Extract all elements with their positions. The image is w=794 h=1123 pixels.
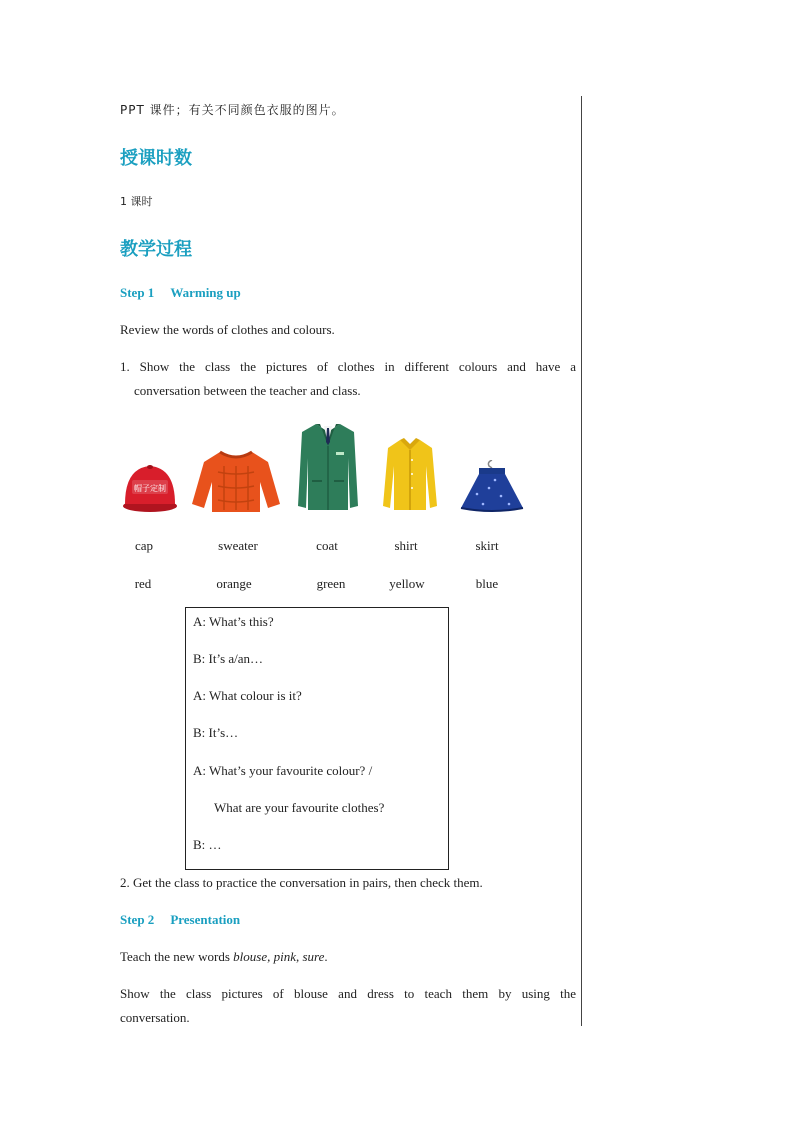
clothes-name-cap: cap: [134, 538, 154, 553]
step2-label: Step 2: [120, 912, 155, 927]
clothes-name-coat: coat: [316, 538, 338, 553]
dialogue-line: A: What colour is it?: [193, 688, 302, 703]
shirt-icon: [382, 436, 438, 512]
teach-words-line: [120, 949, 328, 965]
colour-name-yellow: yellow: [389, 576, 425, 591]
dialogue-line: B: …: [193, 837, 222, 852]
clothes-name-shirt: shirt: [394, 538, 418, 553]
show-line2: conversation.: [120, 1010, 190, 1025]
sweater-icon: [190, 448, 282, 514]
dialogue-line: A: What’s your favourite colour? /: [193, 763, 373, 778]
cap-badge-text: 帽子定制: [134, 484, 166, 493]
intro-line: PPT 课件；有关不同颜色衣服的图片。: [120, 103, 345, 117]
step1-heading: [120, 285, 241, 301]
teaching-hours-value: 1 课时: [120, 195, 153, 208]
dialogue-line: B: It’s a/an…: [193, 651, 264, 666]
step1-label: Step 1: [120, 285, 155, 300]
margin-rule: [581, 96, 582, 1026]
cap-icon: [120, 458, 180, 516]
step2-title: Presentation: [170, 912, 241, 927]
item1-line2: conversation between the teacher and class.: [134, 383, 361, 398]
dialogue-line: B: It’s…: [193, 725, 239, 740]
item1-paragraph: [120, 355, 576, 403]
heading-teaching-process: 教学过程: [120, 239, 192, 260]
step2-heading: [120, 912, 240, 928]
review-line: Review the words of clothes and colours.: [120, 322, 335, 337]
dialogue-line: A: What’s this?: [193, 614, 274, 629]
dialogue-line: What are your favourite clothes?: [214, 800, 385, 815]
coat-icon: [298, 418, 358, 512]
item2-line: 2. Get the class to practice the conversation in pairs, then check them.: [120, 875, 483, 890]
clothes-name-skirt: skirt: [475, 538, 499, 553]
dialogue-box: [185, 607, 449, 870]
colour-name-red: red: [134, 576, 152, 591]
clothes-name-sweater: sweater: [218, 538, 258, 553]
teach-prefix: Teach the new words: [120, 949, 234, 964]
item1-line1: 1. Show the class the pictures of clothes in different colours and have a: [120, 359, 576, 374]
colour-name-orange: orange: [216, 576, 252, 591]
show-line1: Show the class pictures of blouse and dress to teach them by using the: [120, 986, 576, 1001]
colour-name-blue: blue: [475, 576, 499, 591]
teach-words: blouse, pink: [233, 949, 296, 964]
step1-title: Warming up: [170, 285, 241, 300]
teach-last: sure: [302, 949, 325, 964]
teach-sep: ,: [296, 949, 303, 964]
teach-end: .: [324, 949, 328, 964]
skirt-icon: [459, 460, 525, 512]
heading-teaching-hours: 授课时数: [120, 148, 192, 169]
show-paragraph: [120, 982, 576, 1030]
colour-name-green: green: [316, 576, 346, 591]
